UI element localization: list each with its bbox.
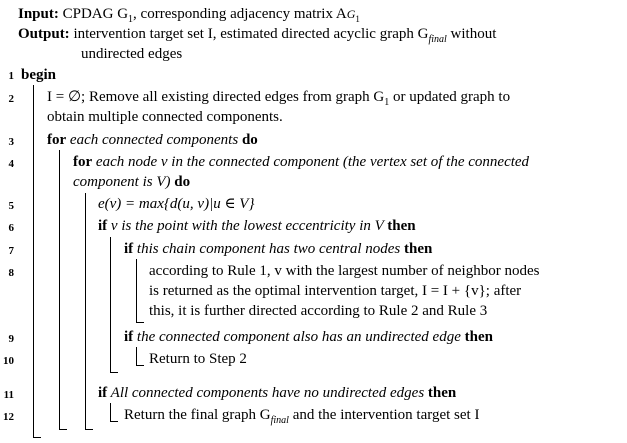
- line-number-8: 8: [8, 267, 14, 279]
- scope-end-for-nodes: [85, 429, 93, 430]
- line-5: e(v) = max{d(u, v)|u ∈ V}: [98, 196, 255, 212]
- line-8-cont-1: is returned as the optimal intervention target, I = I + {v}; after: [149, 283, 522, 299]
- input-label: Input:: [18, 6, 59, 22]
- input-sub-a: 1: [128, 14, 134, 25]
- line-number-12: 12: [3, 411, 14, 423]
- output-sub-a: final: [428, 34, 447, 45]
- scope-end-for-components: [59, 429, 67, 430]
- scope-end-if-eccentricity: [110, 372, 118, 373]
- line-number-7: 7: [8, 245, 14, 257]
- scope-end-if-undirected: [136, 365, 144, 366]
- line-11: if All connected components have no undirected edges then: [98, 385, 457, 401]
- line-8: according to Rule 1, v with the largest number of neighbor nodes: [149, 263, 540, 279]
- line-2: I = ∅; Remove all existing directed edges from graph $G_1$ or updated graph to: [47, 89, 511, 108]
- input-sub-b2: 1: [355, 14, 360, 24]
- line-10: Return to Step 2: [149, 351, 247, 367]
- line-number-3: 3: [8, 136, 14, 148]
- scope-bar-if-eccentricity: [110, 237, 111, 372]
- output-text-b: without: [446, 26, 497, 42]
- output-text-a: intervention target set I, estimated directed acyclic graph G: [73, 26, 429, 42]
- scope-end-if-central: [136, 322, 144, 323]
- line-number-5: 5: [8, 200, 14, 212]
- line-1: begin: [21, 67, 57, 83]
- line-12: Return the final graph $G_{final}$ and the intervention target set I: [124, 407, 480, 426]
- line-8-cont-2: this, it is further directed according to Rule 2 and Rule 3: [149, 303, 488, 319]
- line-2-cont: obtain multiple connected components.: [47, 109, 283, 125]
- input-text-b: , corresponding adjacency matrix A: [133, 6, 347, 22]
- line-number-4: 4: [8, 158, 14, 170]
- scope-bar-if-all: [110, 403, 111, 421]
- scope-bar-for-nodes: [85, 193, 86, 429]
- line-6: if v is the point with the lowest eccentricity in V then: [98, 218, 416, 234]
- line-9: if the connected component also has an undirected edge then: [124, 329, 493, 345]
- output-line-2: undirected edges: [81, 46, 183, 62]
- scope-bar-if-central: [136, 259, 137, 322]
- line-number-2: 2: [8, 93, 14, 105]
- output-label: Output:: [18, 26, 70, 42]
- scope-bar-begin: [33, 85, 34, 437]
- line-4: for each node v in the connected component (the vertex set of the connected: [73, 154, 530, 170]
- input-sub-b: G: [346, 7, 356, 21]
- line-number-11: 11: [3, 389, 14, 401]
- scope-end-begin: [33, 437, 41, 438]
- line-3: for each connected components do: [47, 132, 258, 148]
- scope-bar-for-components: [59, 150, 60, 429]
- input-line: [18, 6, 360, 23]
- output-line: [18, 26, 496, 43]
- scope-bar-if-undirected: [136, 347, 137, 365]
- input-text-a: CPDAG G: [62, 6, 129, 22]
- line-number-6: 6: [8, 222, 14, 234]
- scope-end-if-all: [110, 421, 118, 422]
- line-7: if this chain component has two central nodes then: [124, 241, 433, 257]
- line-4-cont: component is V) do: [73, 174, 191, 190]
- line-number-9: 9: [8, 333, 14, 345]
- line-number-10: 10: [3, 355, 14, 367]
- line-number-1: 1: [8, 70, 14, 82]
